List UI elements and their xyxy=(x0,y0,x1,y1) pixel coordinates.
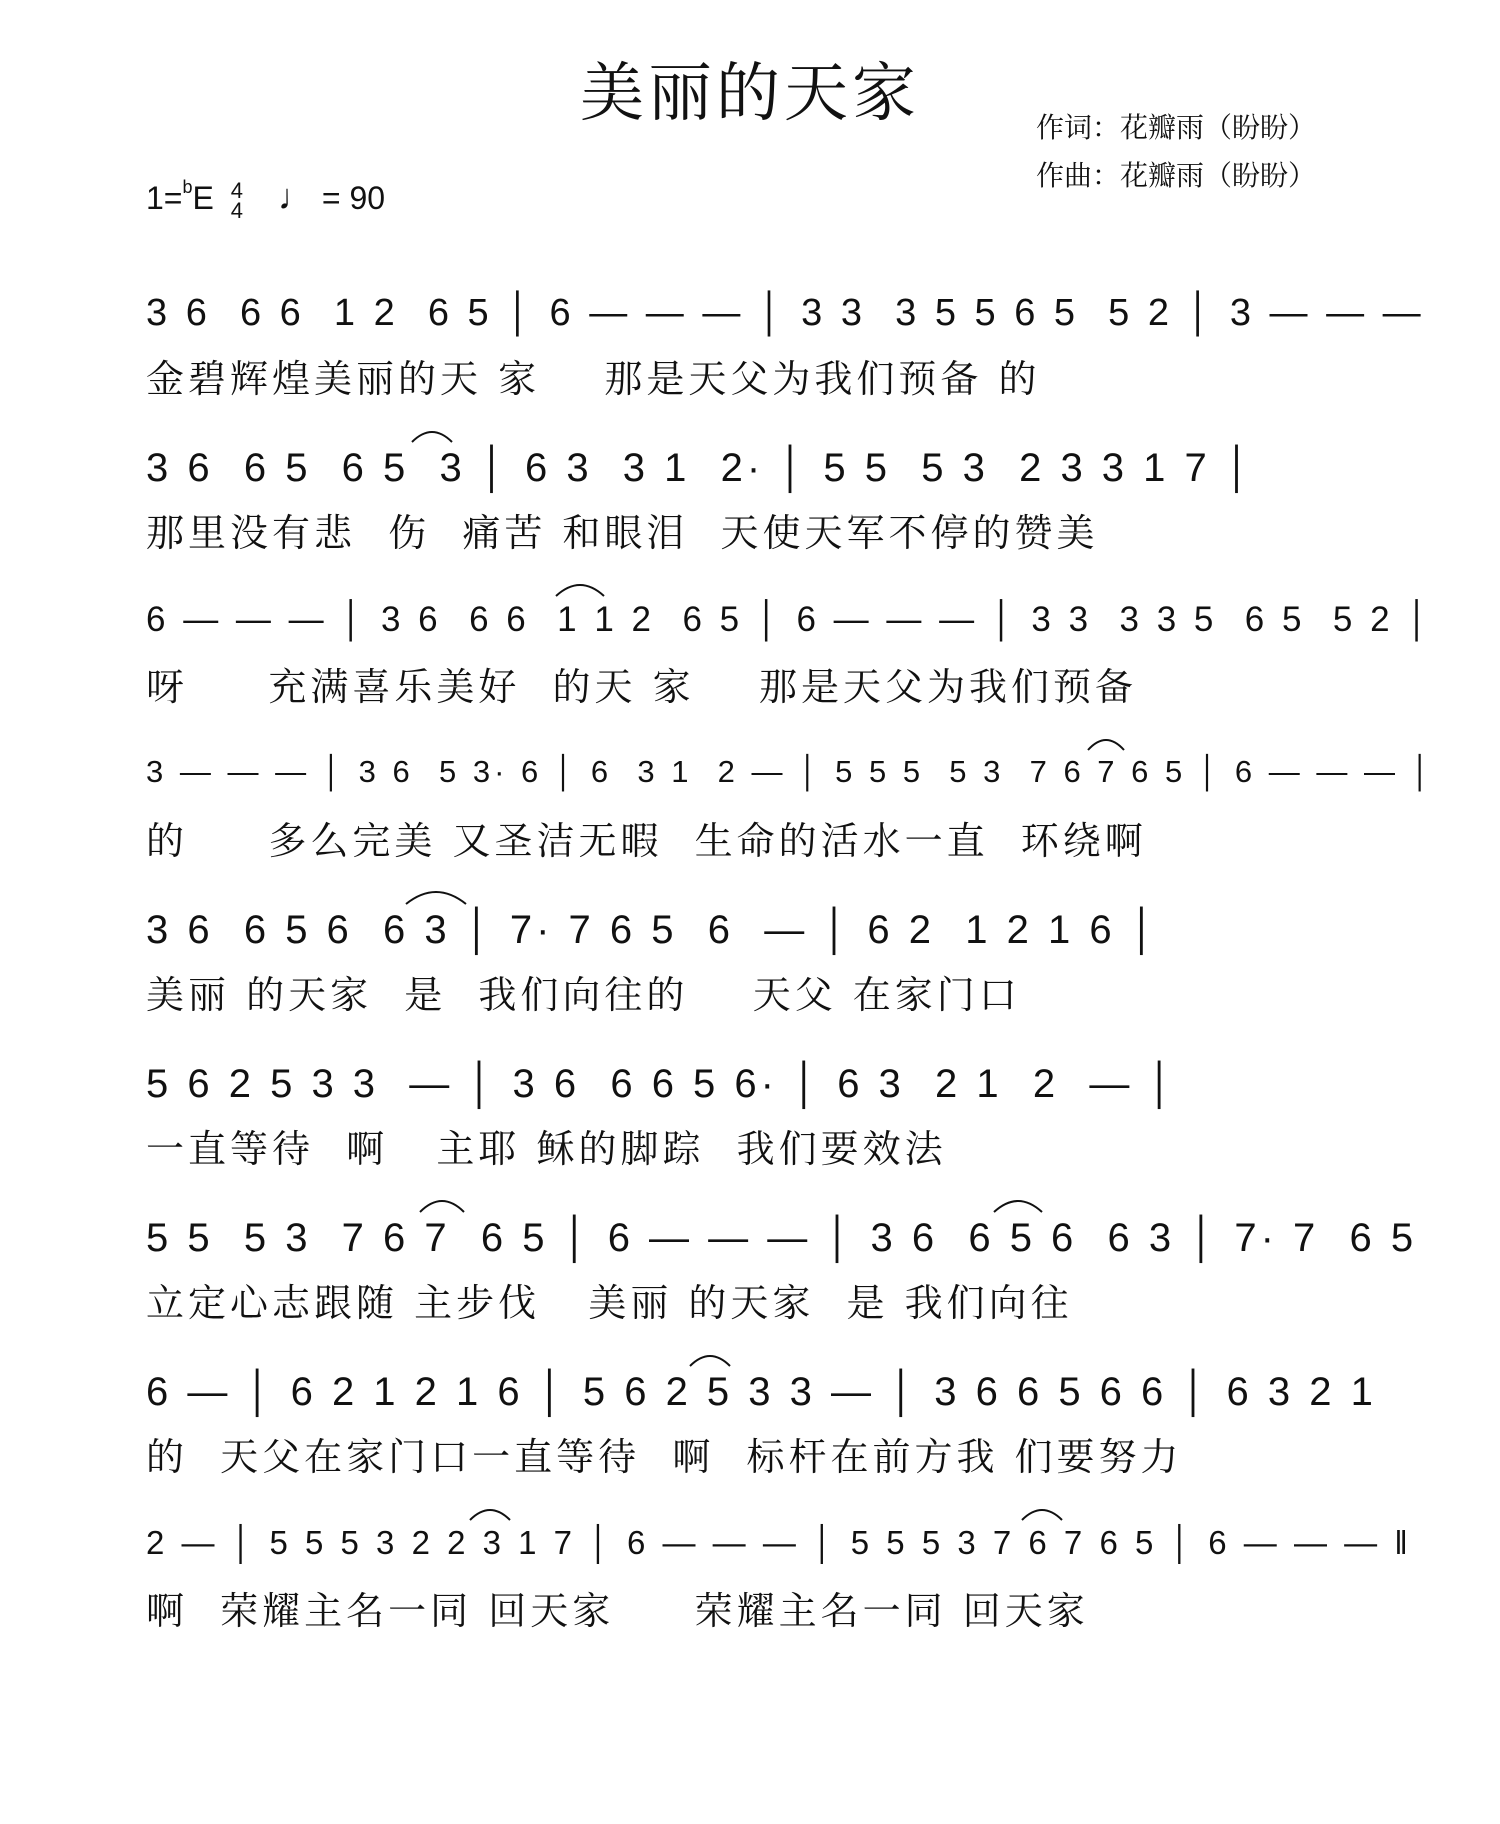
song-title: 美丽的天家 xyxy=(580,57,920,131)
lyrics-line-1: 金碧辉煌美丽的天 家 那是天父为我们预备 的 xyxy=(146,357,1041,401)
notation-line-1: 3 6 6 6 1 2 6 5 │ 6 — — — │ 3 3 3 5 5 6 5 5 2 │ 3 — — — xyxy=(146,292,1425,334)
meter-top: 4 xyxy=(230,177,243,203)
flat-sign: b xyxy=(182,177,193,197)
lyrics-line-2: 那里没有悲 伤 痛苦 和眼泪 天使天军不停的赞美 xyxy=(146,511,1099,555)
notation-line-7: 5 5 5 3 7 6 7 6 5 │ 6 — — — │ 3 6 6 5 6 6 3 │ 7· 7 6 5 xyxy=(146,1216,1418,1260)
lyrics-line-6: 一直等待 啊 主耶 稣的脚踪 我们要效法 xyxy=(146,1127,947,1171)
notation-line-8: 6 — │ 6 2 1 2 1 6 │ 5 6 2 5 3 3 — │ 3 6 6 5 6 6 │ 6 3 2 1 xyxy=(146,1370,1377,1414)
composer-credit: 作曲：花瓣雨（盼盼） xyxy=(1036,159,1317,192)
slur-mark xyxy=(556,585,604,596)
slur-mark xyxy=(406,892,466,904)
slur-mark xyxy=(994,1201,1042,1212)
lyrics-line-5: 美丽 的天家 是 我们向往的 天父 在家门口 xyxy=(146,973,1021,1017)
notation-line-6: 5 6 2 5 3 3 — │ 3 6 6 6 5 6· │ 6 3 2 1 2 — │ xyxy=(146,1062,1178,1106)
tempo-value: = 90 xyxy=(321,180,386,216)
lyrics-line-3: 呀 充满喜乐美好 的天 家 那是天父为我们预备 xyxy=(146,665,1137,709)
quarter-note-icon: ♩ xyxy=(277,176,314,217)
lyrics-line-4: 的 多么完美 又圣洁无暇 生命的活水一直 环绕啊 xyxy=(146,819,1147,863)
notation-line-2: 3 6 6 5 6 5 3 │ 6 3 3 1 2· │ 5 5 5 3 2 3 3 1 7 │ xyxy=(146,446,1255,490)
slur-mark xyxy=(1088,740,1124,750)
slur-mark xyxy=(1022,1510,1062,1520)
slur-mark xyxy=(412,432,452,442)
lyricist-credit: 作词：花瓣雨（盼盼） xyxy=(1036,111,1317,144)
notation-line-5: 3 6 6 5 6 6 3 │ 7· 7 6 5 6 — │ 6 2 1 2 1 6 │ xyxy=(146,908,1160,952)
slur-mark xyxy=(420,1201,464,1212)
notation-line-9: 2 — │ 5 5 5 3 2 2 3 1 7 │ 6 — — — │ 5 5 5 3 7 6 7 6 5 │ 6 — — — ‖ xyxy=(146,1524,1412,1561)
lyrics-line-8: 的 天父在家门口一直等待 啊 标杆在前方我 们要努力 xyxy=(146,1435,1183,1479)
slur-mark xyxy=(690,1356,730,1366)
notation-line-3: 6 — — — │ 3 6 6 6 1 1 2 6 5 │ 6 — — — │ 3 3 3 3 5 6 5 5 2 │ xyxy=(146,600,1434,639)
notation-line-4: 3 — — — │ 3 6 5 3· 6 │ 6 3 1 2 — │ 5 5 5 5 3 7 6 7 6 5 │ 6 — — — │ xyxy=(146,754,1435,789)
key-prefix: 1= xyxy=(146,180,183,216)
meter-bottom: 4 xyxy=(230,197,243,223)
slur-mark xyxy=(470,1510,510,1520)
lyrics-line-9: 啊 荣耀主名一同 回天家 荣耀主名一同 回天家 xyxy=(146,1589,1089,1633)
lyrics-line-7: 立定心志跟随 主步伐 美丽 的天家 是 我们向往 xyxy=(146,1281,1073,1325)
key-letter: E xyxy=(192,180,214,216)
